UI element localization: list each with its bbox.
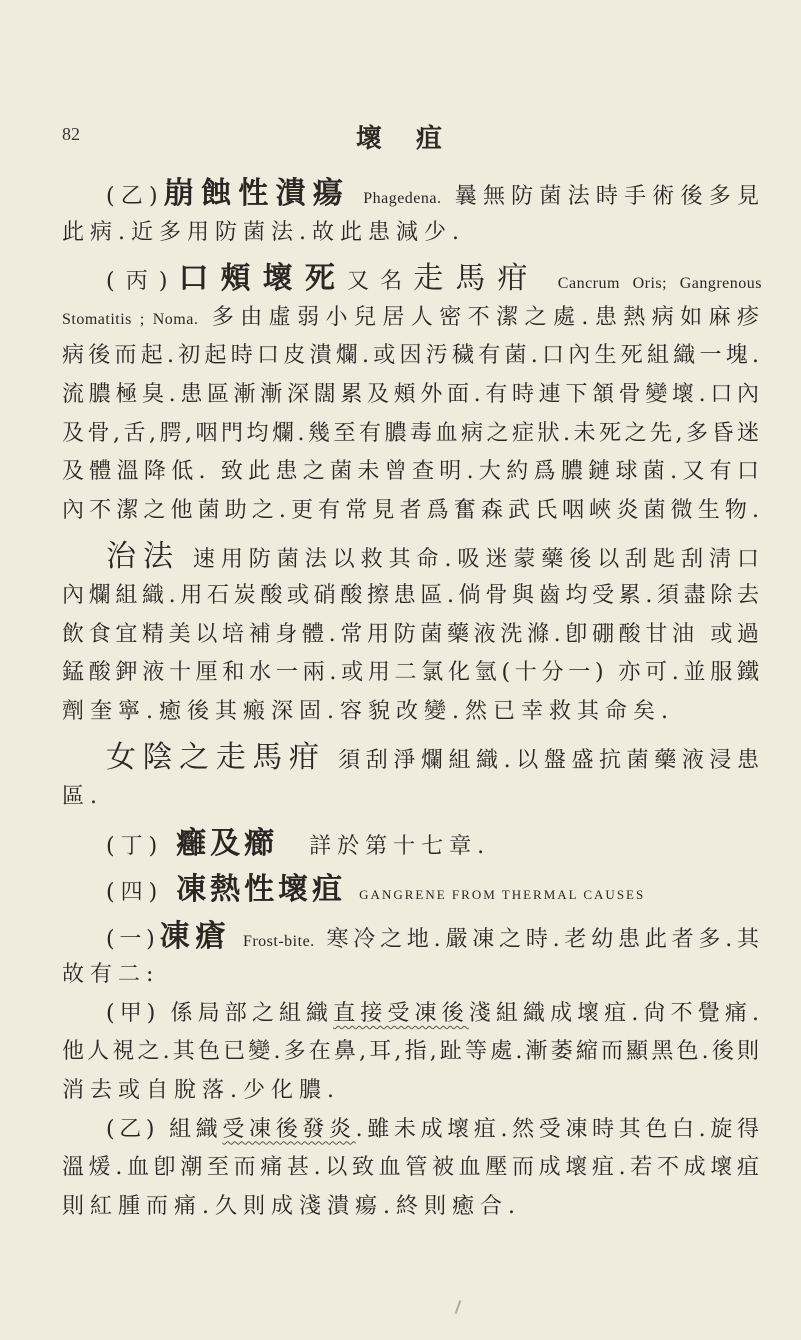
type-b-emphasis: 受凍後發炎	[222, 1116, 356, 1142]
section-c-text-2: 多由虛弱小兒居人密不潔之處.患熱病如麻疹	[211, 304, 762, 330]
running-title: 壞疽	[356, 124, 477, 154]
frostbite-line-2: 故有二:	[62, 962, 160, 988]
type-a-line-3: 消去或自脫落.少化膿.	[62, 1078, 340, 1104]
type-a-post: 淺組織成壞疽.尙不覺痛.	[468, 1000, 762, 1026]
section-d-title: 癰及癤	[176, 825, 279, 861]
section-b-title: 崩蝕性潰瘍	[160, 176, 350, 211]
vulva-noma-text: 須刮淨爛組織.以盤盛抗菌藥液浸患	[338, 748, 762, 774]
section-e-line	[62, 871, 762, 910]
treatment-line-4: 錳酸鉀液十厘和水一兩.或用二氯化氫(十分一) 亦可.並服鐵	[62, 660, 762, 686]
section-c-line-5: 及骨,舌,腭,咽門均爛.幾至有膿毒血病之症狀.未死之先,多昏迷	[62, 420, 762, 446]
section-c-line-4: 流膿極臭.患區漸漸深闊累及頰外面.有時連下頷骨變壞.口內	[62, 381, 762, 407]
vulva-noma-label: 女陰之走馬疳	[106, 740, 326, 776]
section-b-line-1	[62, 175, 762, 214]
page-header	[0, 118, 801, 158]
treatment-line-1	[62, 538, 762, 577]
section-c-line-1	[62, 260, 762, 299]
section-d-line	[62, 825, 762, 864]
type-a-line-2: 他人視之.其色已變.多在鼻,耳,指,趾等處.漸萎縮而顯黑色.後則	[62, 1039, 762, 1065]
page-number: 82	[62, 124, 80, 144]
treatment-line-5: 劑奎寧.癒後其瘢深固.容貌改變.然已幸救其命矣.	[62, 698, 674, 724]
type-a-label: (甲)	[106, 1000, 159, 1026]
section-c-alias-name: 走馬疳	[413, 261, 540, 297]
section-c-latin-2: Stomatitis ; Noma.	[62, 310, 199, 328]
section-c-line-3: 病後而起.初起時口皮潰爛.或因汚穢有菌.口內生死組織一塊.	[62, 343, 762, 369]
treatment-line-2: 內爛組織.用石炭酸或硝酸擦患區.倘骨與齒均受累.須盡除去	[62, 582, 762, 608]
frostbite-text: 寒冷之地.嚴凍之時.老幼患此者多.其	[326, 926, 762, 952]
treatment-label: 治法	[106, 539, 180, 575]
section-d-text: 詳於第十七章.	[309, 833, 491, 859]
section-c-alias: 又名	[347, 269, 414, 295]
section-b-label: (乙)	[106, 184, 161, 209]
section-e-title: 凍熱性壞疽	[176, 872, 347, 908]
type-a-line-1	[62, 995, 762, 1034]
section-b-text: 曩無防菌法時手術後多見	[454, 184, 762, 209]
section-d-label: (丁)	[106, 833, 164, 859]
frostbite-title: 凍瘡	[157, 918, 232, 954]
type-b-line-1	[62, 1111, 762, 1150]
type-b-label: (乙)	[106, 1116, 158, 1142]
frostbite-latin: Frost-bite.	[242, 932, 315, 950]
section-e-label: (四)	[106, 880, 164, 906]
type-b-line-2: 溫煖.血卽潮至而痛甚.以致血管被血壓而成壞疽.若不成壞疽	[62, 1155, 762, 1181]
type-a-emphasis: 直接受凍後	[333, 1000, 469, 1026]
type-b-post: .雖未成壞疽.然受凍時其色白.旋得	[355, 1116, 762, 1142]
vulva-noma-line-2: 區.	[62, 783, 103, 809]
frostbite-line-1	[62, 918, 762, 957]
treatment-line-3: 飲食宜精美以培補身體.常用防菌藥液洗滌.卽硼酸甘油 或過	[62, 621, 762, 647]
section-e-english: GANGRENE FROM THERMAL CAUSES	[359, 887, 646, 903]
section-c-label: (丙)	[106, 269, 171, 295]
section-c-latin: Cancrum Oris; Gangrenous	[557, 275, 762, 293]
section-c-line-2	[62, 299, 762, 338]
stray-pencil-mark	[455, 1300, 462, 1314]
type-b-line-3: 則紅腫而痛.久則成淺潰瘍.終則癒合.	[62, 1193, 521, 1219]
frostbite-label: (一)	[106, 926, 158, 952]
treatment-text-1: 速用防菌法以救其命.吸迷蒙藥後以刮匙刮淸口	[192, 547, 762, 573]
type-b-pre: 組織	[169, 1116, 223, 1142]
section-c-line-7: 內不潔之他菌助之.更有常見者爲奮森武氏咽峽炎菌微生物.	[62, 497, 762, 523]
section-b-latin: Phagedena.	[363, 190, 442, 207]
section-c-line-6: 及體溫降低. 致此患之菌未曾查明.大約爲膿鏈球菌.又有口	[62, 459, 762, 485]
section-c-title: 口頰壞死	[170, 261, 348, 297]
type-a-pre: 係局部之組織	[170, 1000, 334, 1026]
page-body	[62, 175, 762, 1226]
vulva-noma-line-1	[62, 739, 762, 778]
section-b-line-2: 此病.近多用防菌法.故此患減少.	[62, 219, 465, 245]
